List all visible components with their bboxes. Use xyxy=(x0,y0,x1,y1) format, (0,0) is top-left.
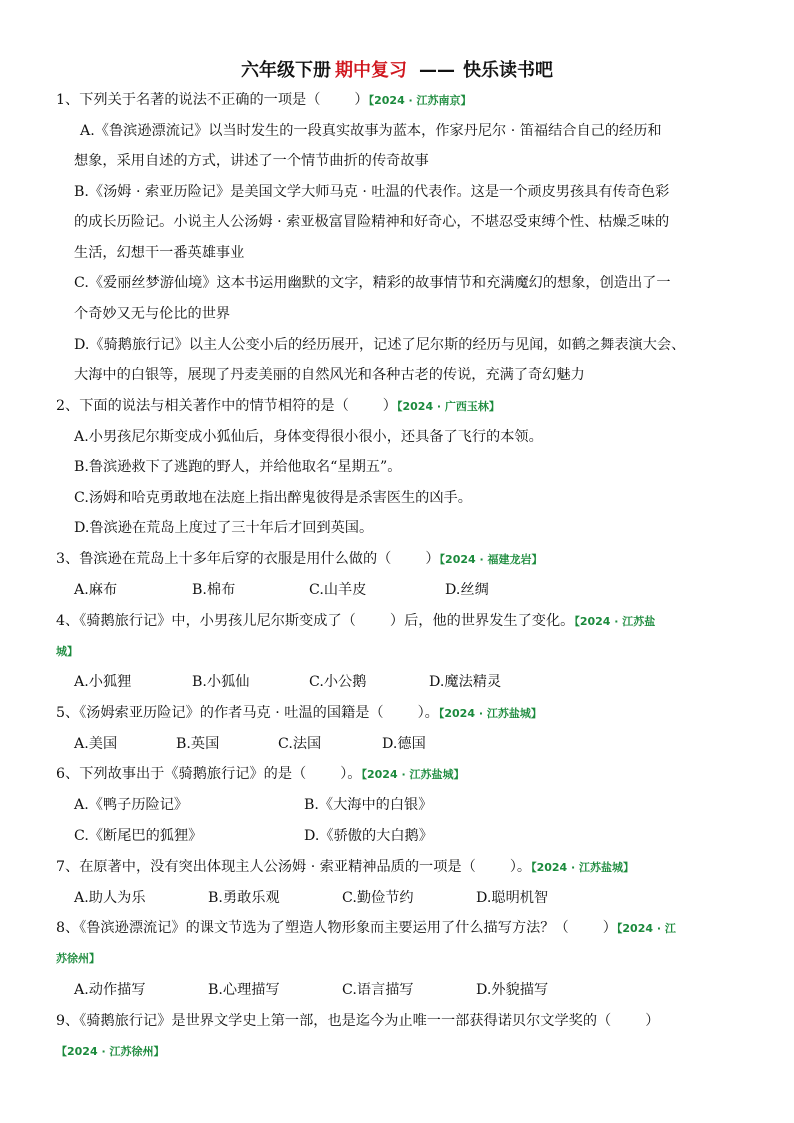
question-7-option-d: D.聪明机智 xyxy=(476,890,549,906)
question-1-option-b-line2: 的成长历险记。小说主人公汤姆 · 索亚极富冒险精神和好奇心，不堪忍受束缚个性、枯燥乏味的 xyxy=(74,214,670,230)
question-8-stem: 8、《鲁滨逊漂流记》的课文节选为了塑造人物形象而主要运用了什么描写方法？（ ）【2024 · 江 xyxy=(56,920,676,936)
question-6-stem: 6、下列故事出于《骑鹅旅行记》的是（ ）。【2024 · 江苏盐城】 xyxy=(56,766,465,782)
title-midterm: 期中复习 xyxy=(335,60,407,81)
question-3-source: 【2024 · 福建龙岩】 xyxy=(439,553,543,566)
question-2-option-b: B.鲁滨逊救下了逃跑的野人，并给他取名“星期五”。 xyxy=(74,459,402,475)
question-8-option-b: B.心理描写 xyxy=(208,982,280,998)
question-5-option-a: A.美国 xyxy=(74,736,118,752)
question-8-option-d: D.外貌描写 xyxy=(476,982,549,998)
question-6-option-a: A.《鸭子历险记》 xyxy=(74,797,189,813)
question-3-option-a: A.麻布 xyxy=(74,582,118,598)
question-9-stem: 9、《骑鹅旅行记》是世界文学史上第一部，也是迄今为止唯一一部获得诺贝尔文学奖的（ ） xyxy=(56,1013,660,1029)
question-4-source: 【2024 · 江苏盐 xyxy=(574,615,656,628)
question-4-source-cont: 城】 xyxy=(56,645,78,658)
question-7-option-a: A.助人为乐 xyxy=(74,890,146,906)
title-topic: 快乐读书吧 xyxy=(463,60,553,81)
question-2-option-a: A.小男孩尼尔斯变成小狐仙后，身体变得很小很小，还具备了飞行的本领。 xyxy=(74,429,543,445)
question-3-option-d: D.丝绸 xyxy=(445,582,489,598)
question-7-option-b: B.勇敢乐观 xyxy=(208,890,280,906)
question-6-option-d: D.《骄傲的大白鹅》 xyxy=(304,828,433,844)
question-2-option-c: C.汤姆和哈克勇敢地在法庭上指出醉鬼彼得是杀害医生的凶手。 xyxy=(74,490,472,506)
question-1-stem: 1、下列关于名著的说法不正确的一项是（ ）【2024 · 江苏南京】 xyxy=(56,92,472,108)
question-4-option-d: D.魔法精灵 xyxy=(429,674,502,690)
question-8-source-cont: 苏徐州】 xyxy=(56,952,100,965)
question-3-stem: 3、鲁滨逊在荒岛上十多年后穿的衣服是用什么做的（ ）【2024 · 福建龙岩】 xyxy=(56,551,543,567)
title-dash: —— xyxy=(419,60,455,81)
question-1-option-b-line1: B.《汤姆 · 索亚历险记》是美国文学大师马克 · 吐温的代表作。这是一个顽皮男孩具有传奇色彩 xyxy=(74,184,670,200)
question-4-stem: 4、《骑鹅旅行记》中，小男孩儿尼尔斯变成了（ ）后，他的世界发生了变化。【2024 · 江苏盐 xyxy=(56,613,656,629)
question-4-option-b: B.小狐仙 xyxy=(192,674,250,690)
question-1-option-c-line2: 个奇妙又无与伦比的世界 xyxy=(74,306,231,322)
question-5-option-b: B.英国 xyxy=(176,736,220,752)
question-6-option-b: B.《大海中的白银》 xyxy=(304,797,433,813)
question-6-option-c: C.《断尾巴的狐狸》 xyxy=(74,828,203,844)
question-1-option-c-line1: C.《爱丽丝梦游仙境》这本书运用幽默的文字，精彩的故事情节和充满魔幻的想象，创造出了一 xyxy=(74,275,671,291)
question-1-option-d-line2: 大海中的白银等，展现了丹麦美丽的自然风光和各种古老的传说，充满了奇幻魅力 xyxy=(74,367,585,383)
question-7-option-c: C.勤俭节约 xyxy=(342,890,414,906)
question-2-source: 【2024 · 广西玉林】 xyxy=(396,400,500,413)
question-1-option-a-line2: 想象，采用自述的方式，讲述了一个情节曲折的传奇故事 xyxy=(74,153,429,169)
question-7-source: 【2024 · 江苏盐城】 xyxy=(531,861,635,874)
question-1-source: 【2024 · 江苏南京】 xyxy=(368,94,472,107)
title-grade: 六年级下册 xyxy=(241,60,331,81)
question-8-source: 【2024 · 江 xyxy=(616,922,676,935)
question-4-option-a: A.小狐狸 xyxy=(74,674,132,690)
question-8-option-c: C.语言描写 xyxy=(342,982,414,998)
question-8-option-a: A.动作描写 xyxy=(74,982,146,998)
question-2-option-d: D.鲁滨逊在荒岛上度过了三十年后才回到英国。 xyxy=(74,520,374,536)
question-5-stem: 5、《汤姆索亚历险记》的作者马克 · 吐温的国籍是（ ）。【2024 · 江苏盐城】 xyxy=(56,705,542,721)
question-1-option-d-line1: D.《骑鹅旅行记》以主人公变小后的经历展开，记述了尼尔斯的经历与见闻，如鹤之舞表演大会、 xyxy=(74,337,686,353)
question-9-source: 【2024 · 江苏徐州】 xyxy=(56,1045,165,1058)
question-3-option-c: C.山羊皮 xyxy=(309,582,367,598)
question-5-option-d: D.德国 xyxy=(382,736,426,752)
page-title xyxy=(0,56,794,82)
question-6-source: 【2024 · 江苏盐城】 xyxy=(361,768,465,781)
question-1-option-b-line3: 生活，幻想干一番英雄事业 xyxy=(74,245,245,261)
question-3-option-b: B.棉布 xyxy=(192,582,236,598)
question-1-option-a-line1: A.《鲁滨逊漂流记》以当时发生的一段真实故事为蓝本，作家丹尼尔 · 笛福结合自己的经历和 xyxy=(80,123,662,139)
question-5-source: 【2024 · 江苏盐城】 xyxy=(438,707,542,720)
question-4-option-c: C.小公鹅 xyxy=(309,674,367,690)
question-7-stem: 7、在原著中，没有突出体现主人公汤姆 · 索亚精神品质的一项是（ ）。【2024 · 江苏盐城】 xyxy=(56,859,635,875)
question-5-option-c: C.法国 xyxy=(278,736,322,752)
question-2-stem: 2、下面的说法与相关著作中的情节相符的是（ ）【2024 · 广西玉林】 xyxy=(56,398,500,414)
